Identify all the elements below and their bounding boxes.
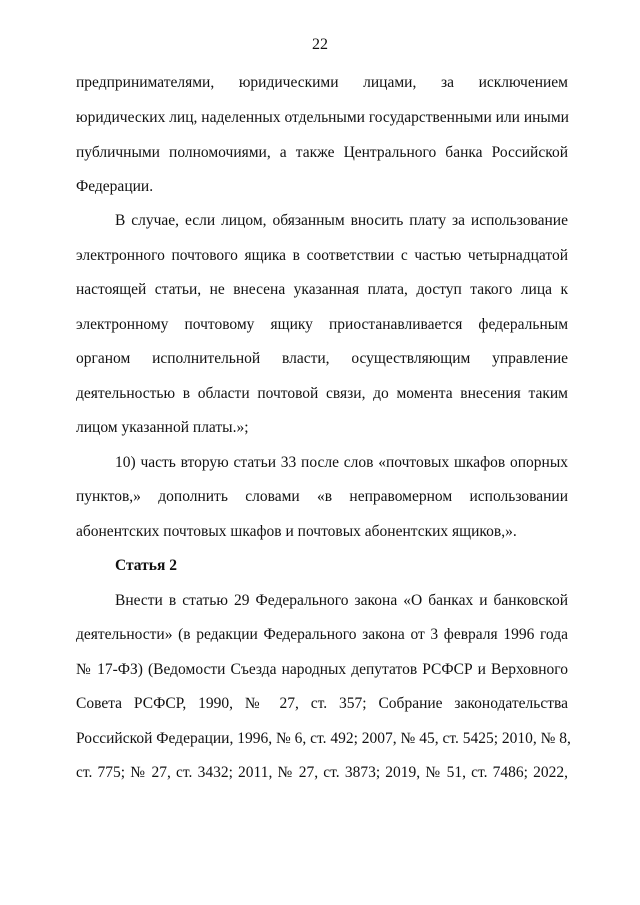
text-line: абонентских почтовых шкафов и почтовых абонентских ящиков,». — [76, 523, 517, 540]
text-line: Внести в статью 29 Федерального закона «О банках и банковской — [115, 592, 568, 609]
text-line: ст. 775; № 27, ст. 3432; 2011, № 27, ст. 3873; 2019, № 51, ст. 7486; 2022, — [76, 764, 568, 781]
text-line: органом исполнительной власти, осуществляющим управление — [76, 350, 568, 367]
article-heading: Статья 2 — [115, 557, 177, 574]
text-line: настоящей статьи, не внесена указанная плата, доступ такого лица к — [76, 281, 568, 298]
text-line: электронного почтового ящика в соответствии с частью четырнадцатой — [76, 247, 568, 264]
text-line: публичными полномочиями, а также Центрального банка Российской — [76, 144, 568, 161]
text-line: № 17-ФЗ) (Ведомости Съезда народных депутатов РСФСР и Верховного — [76, 661, 568, 678]
text-line: Федерации. — [76, 178, 154, 195]
text-line: пунктов,» дополнить словами «в неправомерном использовании — [76, 488, 568, 505]
text-line: деятельностью в области почтовой связи, до момента внесения таким — [76, 385, 568, 402]
text-line: лицом указанной платы.»; — [76, 419, 249, 436]
text-line: деятельности» (в редакции Федерального закона от 3 февраля 1996 года — [76, 626, 568, 643]
text-line: предпринимателями, юридическими лицами, за исключением — [76, 74, 568, 91]
page-number: 22 — [312, 36, 328, 53]
text-line: Российской Федерации, 1996, № 6, ст. 492; 2007, № 45, ст. 5425; 2010, № 8, — [76, 730, 571, 747]
text-line: 10) часть вторую статьи 33 после слов «почтовых шкафов опорных — [115, 454, 568, 471]
text-line: В случае, если лицом, обязанным вносить плату за использование — [115, 212, 568, 229]
text-line: электронному почтовому ящику приостанавливается федеральным — [76, 316, 568, 333]
text-line: юридических лиц, наделенных отдельными государственными или иными — [76, 109, 569, 126]
text-line: Совета РСФСР, 1990, № 27, ст. 357; Собрание законодательства — [76, 695, 568, 712]
